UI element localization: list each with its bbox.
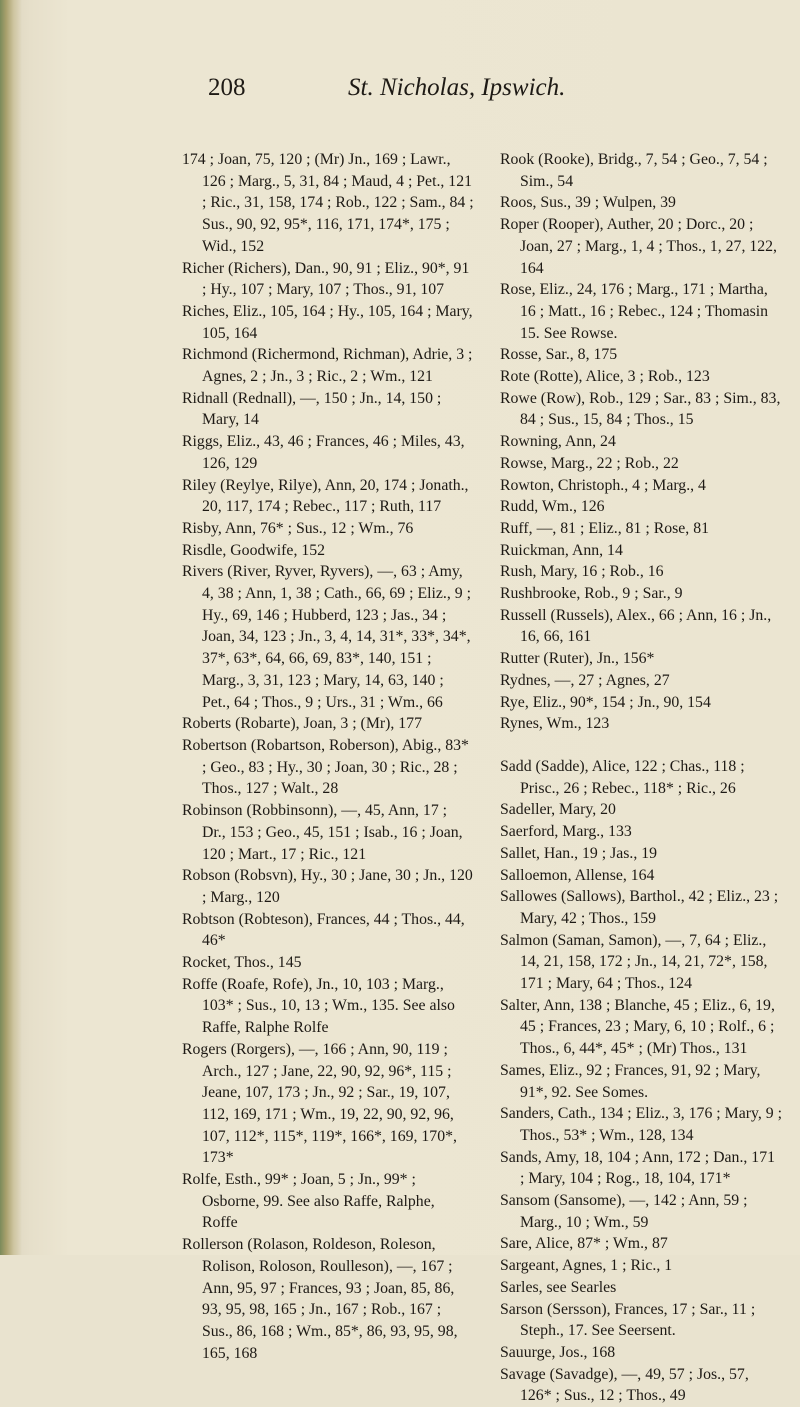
index-entry: Rocket, Thos., 145 (182, 954, 302, 972)
index-entry: Salloemon, Allense, 164 (500, 866, 655, 884)
index-entry: Robinson (Robbinsonn), —, 45, Ann, 17 ; Dr., 153 ; Geo., 45, 151 ; Isab., 16 ; Joan, 120 ; Mart., 17 ; Ric., 121 (182, 802, 463, 863)
index-entry: Rydnes, —, 27 ; Agnes, 27 (500, 671, 670, 689)
index-entry: Roffe (Roafe, Rofe), Jn., 10, 103 ; Marg., 103* ; Sus., 10, 13 ; Wm., 135. See also Raffe, Ralphe Rolfe (182, 975, 455, 1037)
index-entry: Rutter (Ruter), Jn., 156* (500, 650, 655, 668)
index-entry: Rowe (Row), Rob., 129 ; Sar., 83 ; Sim., 83, 84 ; Sus., 15, 84 ; Thos., 15 (500, 389, 781, 429)
index-entry: Sarson (Sersson), Frances, 17 ; Sar., 11 ; Steph., 17. See Seersent. (500, 1300, 756, 1340)
index-entry: Salmon (Saman, Samon), —, 7, 64 ; Eliz., 14, 21, 158, 172 ; Jn., 14, 21, 72*, 158, 171 ; Mary, 64 ; Thos., 124 (500, 931, 768, 993)
index-entry: Robson (Robsvn), Hy., 30 ; Jane, 30 ; Jn., 120 ; Marg., 120 (182, 867, 473, 906)
index-entry: Roper (Rooper), Auther, 20 ; Dorc., 20 ; Joan, 27 ; Marg., 1, 4 ; Thos., 1, 27, 122, 164 (500, 216, 777, 277)
index-entry: Sallet, Han., 19 ; Jas., 19 (500, 844, 658, 862)
index-entry: Rose, Eliz., 24, 176 ; Marg., 171 ; Martha, 16 ; Matt., 16 ; Rebec., 124 ; Thomasin 15. See Rowse. (500, 281, 769, 342)
index-entry: Risdle, Goodwife, 152 (182, 541, 326, 559)
index-entry: Savage (Savadge), —, 49, 57 ; Jos., 57, 126* ; Sus., 12 ; Thos., 49 (500, 1365, 749, 1405)
index-entry: Sare, Alice, 87* ; Wm., 87 (500, 1235, 668, 1253)
index-entry: Rote (Rotte), Alice, 3 ; Rob., 123 (500, 368, 710, 386)
index-entry: Saerford, Marg., 133 (500, 823, 632, 841)
index-entry: Rogers (Rorgers), —, 166 ; Ann, 90, 119 ; Arch., 127 ; Jane, 22, 90, 92, 96*, 115 ; Jeane, 107, 173 ; Jn., 92 ; Sar., 19, 107, 112, 169, 171 ; Wm., 19, 22, 90, 92, 96, 107, 112*, 115*, 119*, 166*, 169, 170*, 173* (182, 1040, 457, 1167)
index-entry: Richer (Richers), Dan., 90, 91 ; Eliz., 90*, 91 ; Hy., 107 ; Mary, 107 ; Thos., 91, 107 (182, 259, 470, 299)
index-entry: Sadeller, Mary, 20 (500, 801, 616, 819)
index-entry: Rollerson (Rolason, Roldeson, Roleson, Rolison, Roloson, Roulleson), —, 167 ; Ann, 95, 97 ; Frances, 93 ; Joan, 85, 86, 93, 95, 98, 165 ; Jn., 167 ; Rob., 167 ; Sus., 86, 168 ; Wm., 85*, 86, 93, 95, 98, 165, 168 (182, 1236, 458, 1362)
page-header (0, 74, 800, 114)
index-group-r (500, 149, 782, 735)
index-entry: Roberts (Robarte), Joan, 3 ; (Mr), 177 (182, 715, 422, 733)
index-entry: Ruickman, Ann, 14 (500, 541, 623, 559)
index-entry: Rye, Eliz., 90*, 154 ; Jn., 90, 154 (500, 693, 711, 711)
index-entry: Rushbrooke, Rob., 9 ; Sar., 9 (500, 585, 683, 603)
group-separator (500, 735, 782, 756)
index-entry: Roos, Sus., 39 ; Wulpen, 39 (500, 194, 676, 212)
index-entry: Riley (Reylye, Rilye), Ann, 20, 174 ; Jonath., 20, 117, 174 ; Rebec., 117 ; Ruth, 117 (182, 476, 469, 516)
binding-edge (0, 0, 22, 1255)
index-entry: Sadd (Sadde), Alice, 122 ; Chas., 118 ; Prisc., 26 ; Rebec., 118* ; Ric., 26 (500, 757, 745, 797)
index-group-s (500, 756, 782, 1407)
index-entry: Rosse, Sar., 8, 175 (500, 346, 618, 364)
index-entry: Risby, Ann, 76* ; Sus., 12 ; Wm., 76 (182, 519, 414, 537)
page-number: 208 (208, 74, 246, 101)
index-entry: Russell (Russels), Alex., 66 ; Ann, 16 ; Jn., 16, 66, 161 (500, 606, 772, 646)
index-entry: Rowse, Marg., 22 ; Rob., 22 (500, 454, 679, 472)
index-entry: Rivers (River, Ryver, Ryvers), —, 63 ; Amy, 4, 38 ; Ann, 1, 38 ; Cath., 66, 69 ; Eliz., 9 ; Hy., 69, 146 ; Hubberd, 123 ; Jas., 34 ; Joan, 34, 123 ; Jn., 3, 4, 14, 31*, 33*, 34*, 37*, 63*, 64, 66, 69, 83*, 140, 151 ; Marg., 3, 31, 123 ; Mary, 14, 63, 140 ; Pet., 64 ; Thos., 9 ; Urs., 31 ; Wm., 66 (182, 563, 471, 711)
index-entry: Riches, Eliz., 105, 164 ; Hy., 105, 164 ; Mary, 105, 164 (182, 302, 473, 342)
index-entry: Sands, Amy, 18, 104 ; Ann, 172 ; Dan., 171 ; Mary, 104 ; Rog., 18, 104, 171* (500, 1148, 775, 1188)
index-entry: Sarles, see Searles (500, 1278, 617, 1296)
index-entry: Sargeant, Agnes, 1 ; Ric., 1 (500, 1257, 673, 1275)
index-entry: Sanders, Cath., 134 ; Eliz., 3, 176 ; Mary, 9 ; Thos., 53* ; Wm., 128, 134 (500, 1105, 782, 1144)
index-column-right (500, 149, 782, 1407)
index-entry: Rynes, Wm., 123 (500, 715, 610, 733)
index-entry: Rudd, Wm., 126 (500, 498, 605, 516)
index-entry: Sames, Eliz., 92 ; Frances, 91, 92 ; Mary, 91*, 92. See Somes. (500, 1061, 761, 1101)
index-entry: 174 ; Joan, 75, 120 ; (Mr) Jn., 169 ; Lawr., 126 ; Marg., 5, 31, 84 ; Maud, 4 ; Pet., 121 ; Ric., 31, 158, 174 ; Rob., 122 ; Sam., 84 ; Sus., 90, 92, 95*, 116, 171, 174*, 175 ; Wid., 152 (182, 151, 474, 255)
index-column-left (182, 149, 474, 1364)
running-title: St. Nicholas, Ipswich. (348, 74, 566, 101)
index-entry: Sauurge, Jos., 168 (500, 1343, 616, 1361)
index-entry: Ruff, —, 81 ; Eliz., 81 ; Rose, 81 (500, 519, 710, 537)
index-entry: Robertson (Robartson, Roberson), Abig., 83* ; Geo., 83 ; Hy., 30 ; Joan, 30 ; Ric., 28 ; Thos., 127 ; Walt., 28 (182, 736, 469, 798)
index-entry: Rush, Mary, 16 ; Rob., 16 (500, 563, 664, 581)
index-entry: Robtson (Robteson), Frances, 44 ; Thos., 44, 46* (182, 910, 465, 950)
index-entry: Rolfe, Esth., 99* ; Joan, 5 ; Jn., 99* ; Osborne, 99. See also Raffe, Ralphe, Roffe (182, 1171, 435, 1232)
index-entry: Riggs, Eliz., 43, 46 ; Frances, 46 ; Miles, 43, 126, 129 (182, 433, 465, 472)
index-entry: Salter, Ann, 138 ; Blanche, 45 ; Eliz., 6, 19, 45 ; Frances, 23 ; Mary, 6, 10 ; Rolf., 6 ; Thos., 6, 44*, 45* ; (Mr) Thos., 131 (500, 996, 775, 1058)
index-entry: Ridnall (Rednall), —, 150 ; Jn., 14, 150 ; Mary, 14 (182, 389, 442, 429)
index-entry: Sallowes (Sallows), Barthol., 42 ; Eliz., 23 ; Mary, 42 ; Thos., 159 (500, 888, 779, 927)
index-entry: Rowton, Christoph., 4 ; Marg., 4 (500, 476, 706, 494)
index-entry: Richmond (Richermond, Richman), Adrie, 3 ; Agnes, 2 ; Jn., 3 ; Ric., 2 ; Wm., 121 (182, 346, 473, 386)
index-entry: Rook (Rooke), Bridg., 7, 54 ; Geo., 7, 54 ; Sim., 54 (500, 151, 768, 190)
index-entry: Rowning, Ann, 24 (500, 433, 616, 451)
index-entry: Sansom (Sansome), —, 142 ; Ann, 59 ; Marg., 10 ; Wm., 59 (500, 1192, 748, 1231)
